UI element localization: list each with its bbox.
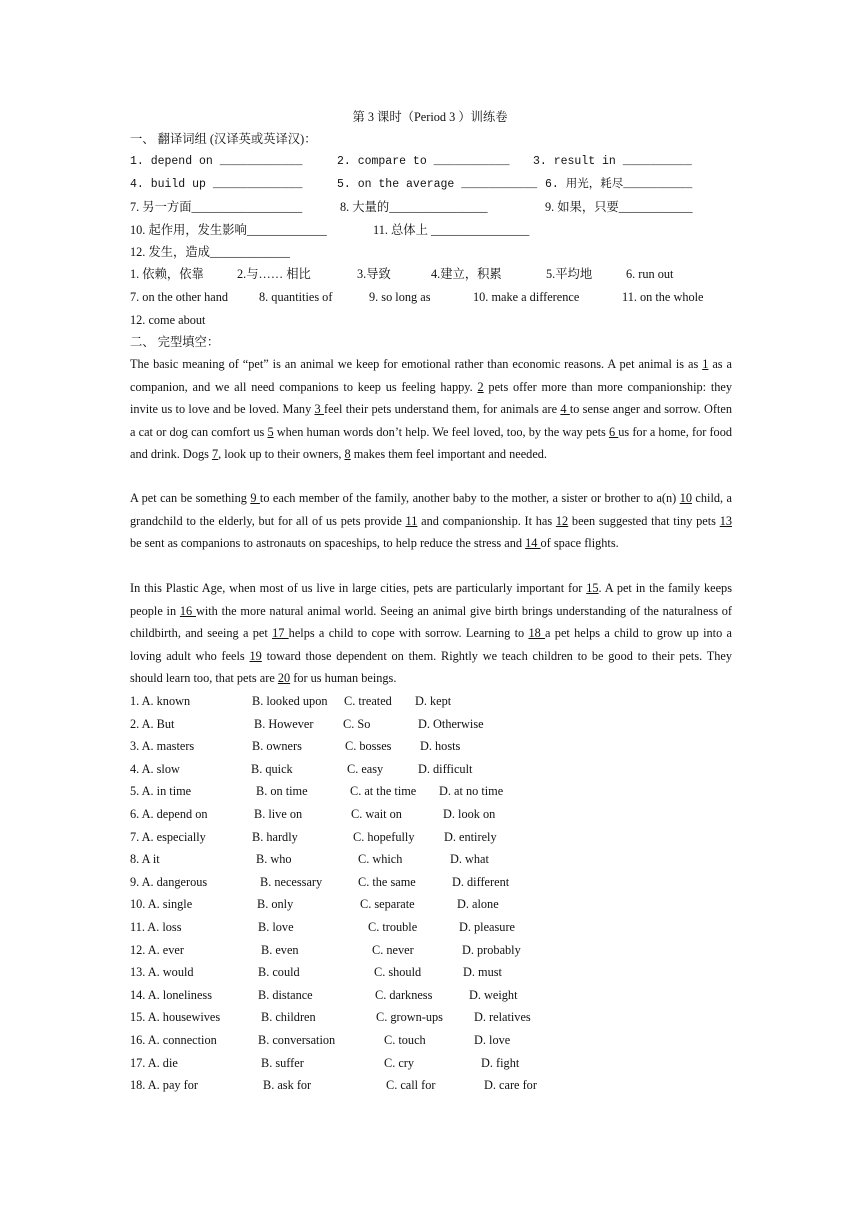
option-d: D. kept <box>415 694 452 708</box>
option-b: B. hardly <box>252 829 298 844</box>
blank-number: 9 <box>250 491 260 505</box>
option-c: C. wait on <box>351 807 402 821</box>
answer-row <box>130 265 750 283</box>
option-d: D. entirely <box>444 829 497 844</box>
passage-text: us for a home, for food and drink. Dogs <box>130 424 733 461</box>
passage-text: for us human beings. <box>290 671 397 685</box>
translation-row <box>130 243 750 261</box>
passage-paragraph <box>130 487 732 555</box>
question-number-option-a: 2. A. But <box>130 716 175 731</box>
question-number-option-a: 5. A. in time <box>130 784 192 799</box>
option-b: B. on time <box>256 784 308 799</box>
translation-item: 6. 用光，耗尽__________ <box>545 178 693 191</box>
translation-item: 10. 起作用，发生影响_____________ <box>130 223 327 237</box>
passage-text: helps a child to cope with sorrow. Learning to <box>288 626 529 640</box>
blank-number: 16 <box>179 603 196 618</box>
passage-text: been suggested that tiny pets <box>568 513 720 528</box>
option-b: B. love <box>258 920 294 934</box>
blank-number: 10 <box>679 491 692 505</box>
option-d: D. must <box>463 965 502 980</box>
question-number-option-a: 11. A. loss <box>130 920 182 934</box>
translation-item: 11. 总体上 ________________ <box>373 223 530 237</box>
option-d: D. care for <box>484 1078 537 1093</box>
passage-text: of space flights. <box>540 536 619 550</box>
question-row <box>130 1008 750 1026</box>
question-row <box>130 986 750 1004</box>
answer-item: 3.导致 <box>357 267 391 281</box>
option-b: B. However <box>254 716 314 731</box>
page-title: 第 3 课时（Period 3 ）训练卷 <box>352 110 508 124</box>
question-row <box>130 873 750 891</box>
option-c: C. darkness <box>375 987 433 1002</box>
option-b: B. looked upon <box>252 694 328 708</box>
question-number-option-a: 15. A. housewives <box>130 1010 221 1025</box>
passage-text: to sense anger and sorrow. Often a cat or dog can comfort us <box>130 402 732 439</box>
answer-item: 1. 依赖，依靠 <box>130 267 204 281</box>
question-row <box>130 692 750 710</box>
question-row <box>130 715 750 733</box>
question-row <box>130 1054 750 1072</box>
blank-number: 13 <box>719 513 732 528</box>
option-c: C. grown-ups <box>376 1010 443 1025</box>
question-row <box>130 850 750 868</box>
section2-heading: 二、 完型填空： <box>130 335 220 349</box>
answer-item: 7. on the other hand <box>130 290 229 304</box>
blank-number: 4 <box>560 402 570 416</box>
option-b: B. live on <box>254 807 303 821</box>
option-d: D. at no time <box>439 784 504 799</box>
blank-number: 7 <box>211 447 219 461</box>
passage-paragraph <box>130 577 732 690</box>
option-b: B. who <box>256 852 292 867</box>
option-b: B. children <box>261 1010 316 1025</box>
option-d: D. difficult <box>418 761 473 776</box>
question-number-option-a: 7. A. especially <box>130 829 206 844</box>
passage-text: as a companion, and we all need companions to keep us feeling happy. <box>130 357 732 394</box>
question-number-option-a: 6. A. depend on <box>130 807 208 821</box>
translation-item: 2. compare to ___________ <box>337 155 510 168</box>
option-d: D. different <box>452 874 510 889</box>
passage-text: with the more natural animal world. Seeing an animal give birth brings understanding of the naturalness of childbirth, and seeing a pet <box>130 603 732 640</box>
translation-item: 8. 大量的________________ <box>340 200 488 214</box>
passage-text: a pet helps a child to grow up into a loving adult who feels <box>130 626 732 663</box>
question-row <box>130 1076 750 1094</box>
option-c: C. never <box>372 942 414 957</box>
section1-heading: 一、 翻译词组 (汉译英或英译汉)： <box>130 132 317 146</box>
option-b: B. quick <box>251 761 293 776</box>
question-row <box>130 1031 750 1049</box>
answer-item: 12. come about <box>130 313 206 327</box>
option-b: B. only <box>257 897 294 912</box>
question-row <box>130 963 750 981</box>
passage-text: A pet can be something <box>130 491 251 505</box>
question-number-option-a: 17. A. die <box>130 1055 178 1070</box>
option-c: C. cry <box>384 1055 415 1070</box>
passage-text: In this Plastic Age, when most of us live in large cities, pets are particularly important for <box>130 581 587 595</box>
option-d: D. pleasure <box>459 920 515 934</box>
passage-text: , look up to their owners, <box>218 447 345 461</box>
option-c: C. treated <box>344 694 392 708</box>
option-c: C. trouble <box>368 920 418 934</box>
question-number-option-a: 8. A it <box>130 852 160 867</box>
blank-number: 20 <box>277 671 291 685</box>
answer-item: 8. quantities of <box>259 290 333 304</box>
translation-item: 1. depend on ____________ <box>130 155 303 168</box>
translation-row <box>130 153 750 171</box>
option-b: B. necessary <box>260 874 323 889</box>
question-number-option-a: 10. A. single <box>130 897 193 912</box>
blank-number: 12 <box>555 513 569 528</box>
blank-number: 18 <box>528 626 546 640</box>
blank-number: 2 <box>477 379 484 394</box>
question-row <box>130 828 750 846</box>
answer-item: 2.与…… 相比 <box>237 267 311 281</box>
passage-text: . A pet in the family keeps people in <box>130 581 732 618</box>
option-b: B. owners <box>252 739 302 754</box>
passage-text: when human words don’t help. We feel loved, too, by the way pets <box>273 424 609 439</box>
question-number-option-a: 3. A. masters <box>130 739 195 754</box>
translation-item: 3. result in __________ <box>533 155 692 168</box>
option-c: C. which <box>358 852 403 867</box>
option-d: D. love <box>474 1033 511 1047</box>
translation-item: 12. 发生，造成_____________ <box>130 245 290 259</box>
option-d: D. probably <box>462 942 521 957</box>
blank-number: 14 <box>525 536 541 550</box>
option-b: B. suffer <box>261 1055 304 1070</box>
translation-item: 9. 如果，只要____________ <box>545 200 693 214</box>
answer-row <box>130 311 750 329</box>
option-c: C. should <box>374 965 422 980</box>
question-number-option-a: 18. A. pay for <box>130 1078 198 1093</box>
question-number-option-a: 12. A. ever <box>130 942 184 957</box>
option-d: D. Otherwise <box>418 716 484 731</box>
option-d: D. weight <box>469 987 518 1002</box>
option-d: D. relatives <box>474 1010 531 1025</box>
option-d: D. hosts <box>420 739 461 754</box>
translation-item: 7. 另一方面__________________ <box>130 200 303 214</box>
answer-item: 9. so long as <box>369 290 431 304</box>
translation-row <box>130 176 750 194</box>
passage-text: toward those dependent on them. Rightly we teach children to be good to their pets. They should learn too, that pets are <box>130 648 732 685</box>
question-row <box>130 918 750 936</box>
option-d: D. alone <box>457 897 499 912</box>
translation-item: 5. on the average ___________ <box>337 178 538 191</box>
question-number-option-a: 4. A. slow <box>130 761 180 776</box>
question-number-option-a: 1. A. known <box>130 694 191 708</box>
blank-number: 17 <box>272 626 289 640</box>
answer-item: 10. make a difference <box>473 290 580 304</box>
question-row <box>130 782 750 800</box>
option-b: B. conversation <box>258 1033 336 1047</box>
answer-row <box>130 288 750 306</box>
option-d: D. look on <box>443 807 496 821</box>
option-b: B. distance <box>258 987 313 1002</box>
passage-text: and companionship. It has <box>417 513 556 528</box>
question-number-option-a: 14. A. loneliness <box>130 987 212 1002</box>
answer-item: 4.建立，积累 <box>431 267 502 281</box>
blank-number: 3 <box>314 402 324 416</box>
question-row <box>130 941 750 959</box>
blank-number: 5 <box>267 424 274 439</box>
option-d: D. what <box>450 852 489 867</box>
passage-text: makes them feel important and needed. <box>350 447 548 461</box>
passage-text: The basic meaning of “pet” is an animal we keep for emotional rather than economic reasons. A pet animal is as <box>130 357 703 371</box>
question-number-option-a: 16. A. connection <box>130 1033 217 1047</box>
answer-item: 5.平均地 <box>546 267 593 281</box>
option-c: C. bosses <box>345 739 392 754</box>
blank-number: 1 <box>702 357 709 371</box>
question-row <box>130 895 750 913</box>
blank-number: 19 <box>249 648 262 663</box>
option-c: C. the same <box>358 874 416 889</box>
answer-item: 6. run out <box>626 267 674 281</box>
translation-row <box>130 198 750 216</box>
question-number-option-a: 9. A. dangerous <box>130 874 208 889</box>
option-c: C. touch <box>384 1033 426 1047</box>
option-b: B. could <box>258 965 300 980</box>
answer-item: 11. on the whole <box>622 290 704 304</box>
option-d: D. fight <box>481 1055 520 1070</box>
blank-number: 6 <box>608 424 619 439</box>
passage-text: to each member of the family, another baby to the mother, a sister or brother to a(n) <box>259 491 680 505</box>
blank-number: 11 <box>405 513 418 528</box>
option-c: C. at the time <box>350 784 417 799</box>
option-c: C. easy <box>347 761 384 776</box>
blank-number: 8 <box>344 447 351 461</box>
passage-text: pets offer more than more companionship: they invite us to love and be loved. Many <box>130 379 732 416</box>
translation-row <box>130 221 750 239</box>
question-row <box>130 737 750 755</box>
passage-text: child, a grandchild to the elderly, but for all of us pets provide <box>130 491 732 528</box>
option-c: C. separate <box>360 897 415 912</box>
passage-paragraph <box>130 353 732 466</box>
blank-number: 15 <box>586 581 599 595</box>
question-row <box>130 760 750 778</box>
option-c: C. call for <box>386 1078 436 1093</box>
question-row <box>130 805 750 823</box>
passage-text: be sent as companions to astronauts on spaceships, to help reduce the stress and <box>130 536 526 550</box>
option-c: C. So <box>343 716 371 731</box>
question-number-option-a: 13. A. would <box>130 965 194 980</box>
option-b: B. even <box>261 942 299 957</box>
passage-text: feel their pets understand them, for animals are <box>323 402 561 416</box>
translation-item: 4. build up _____________ <box>130 178 303 191</box>
option-b: B. ask for <box>263 1078 312 1093</box>
option-c: C. hopefully <box>353 829 415 844</box>
